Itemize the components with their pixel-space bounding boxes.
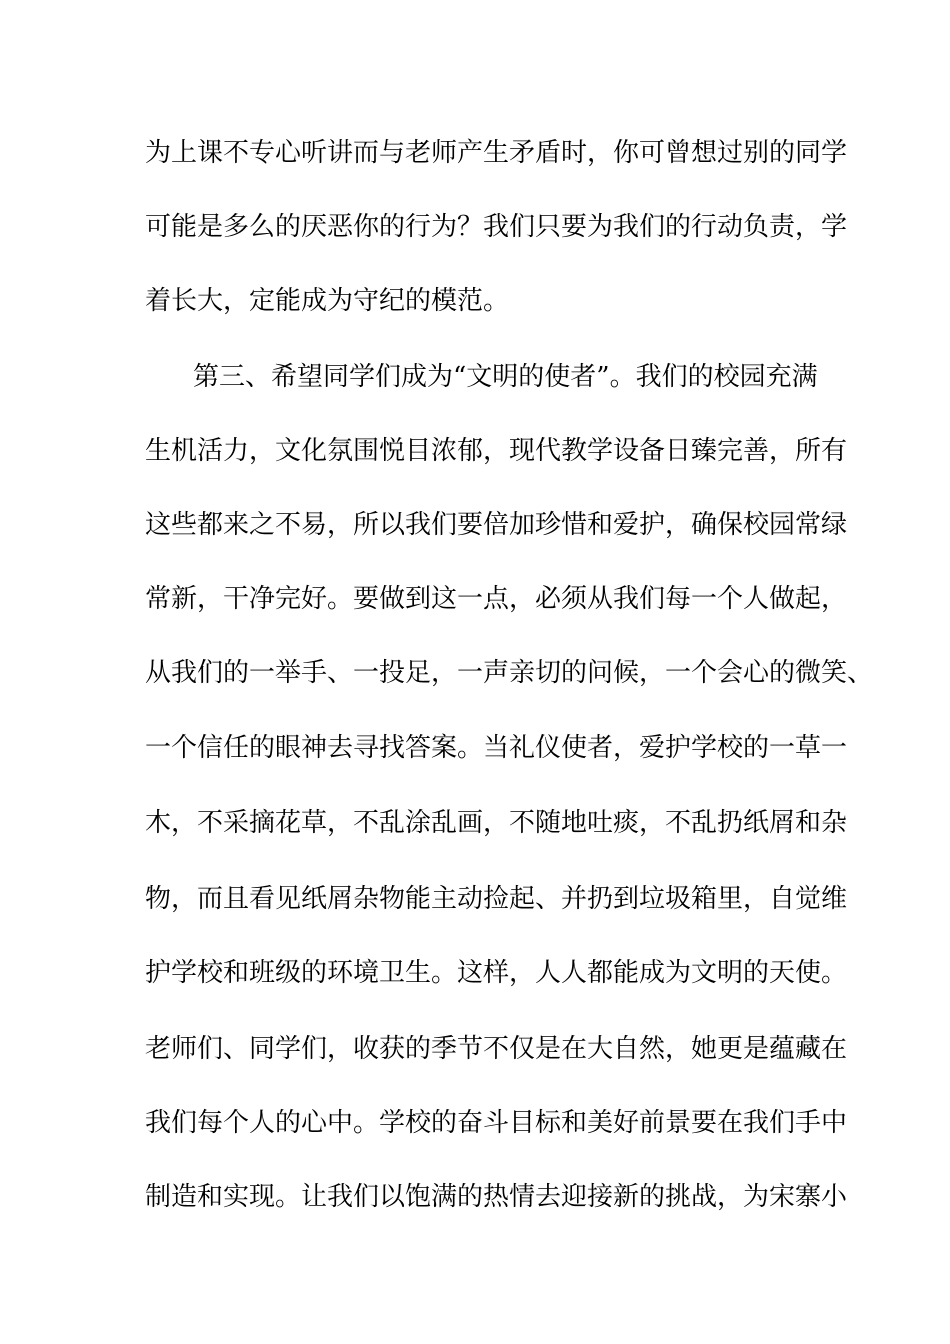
text-line: 从我们的一举手、一投足，一声亲切的问候，一个会心的微笑、 [145, 658, 874, 688]
text-line: 这些都来之不易，所以我们要倍加珍惜和爱护，确保校园常绿 [145, 510, 848, 540]
text-line: 生机活力，文化氛围悦目浓郁，现代教学设备日臻完善，所有 [145, 436, 848, 466]
text-line: 我们每个人的心中。学校的奋斗目标和美好前景要在我们手中 [145, 1108, 848, 1138]
text-line: 着长大，定能成为守纪的模范。 [145, 286, 510, 316]
text-line: 制造和实现。让我们以饱满的热情去迎接新的挑战，为宋寨小 [145, 1182, 848, 1212]
text-line: 老师们、同学们，收获的季节不仅是在大自然，她更是蕴藏在 [145, 1034, 848, 1064]
paragraph-first-line: 第三、希望同学们成为“文明的使者”。我们的校园充满 [193, 362, 818, 392]
text-line: 物，而且看见纸屑杂物能主动捡起、并扔到垃圾箱里，自觉维 [145, 884, 848, 914]
text-line: 一个信任的眼神去寻找答案。当礼仪使者，爱护学校的一草一 [145, 733, 848, 763]
text-line: 为上课不专心听讲而与老师产生矛盾时，你可曾想过别的同学 [145, 138, 848, 168]
text-line: 可能是多么的厌恶你的行为？我们只要为我们的行动负责，学 [145, 212, 848, 242]
text-line: 护学校和班级的环境卫生。这样，人人都能成为文明的天使。 [145, 958, 848, 988]
text-line: 木，不采摘花草，不乱涂乱画，不随地吐痰，不乱扔纸屑和杂 [145, 808, 848, 838]
text-line: 常新，干净完好。要做到这一点，必须从我们每一个人做起， [145, 584, 848, 614]
